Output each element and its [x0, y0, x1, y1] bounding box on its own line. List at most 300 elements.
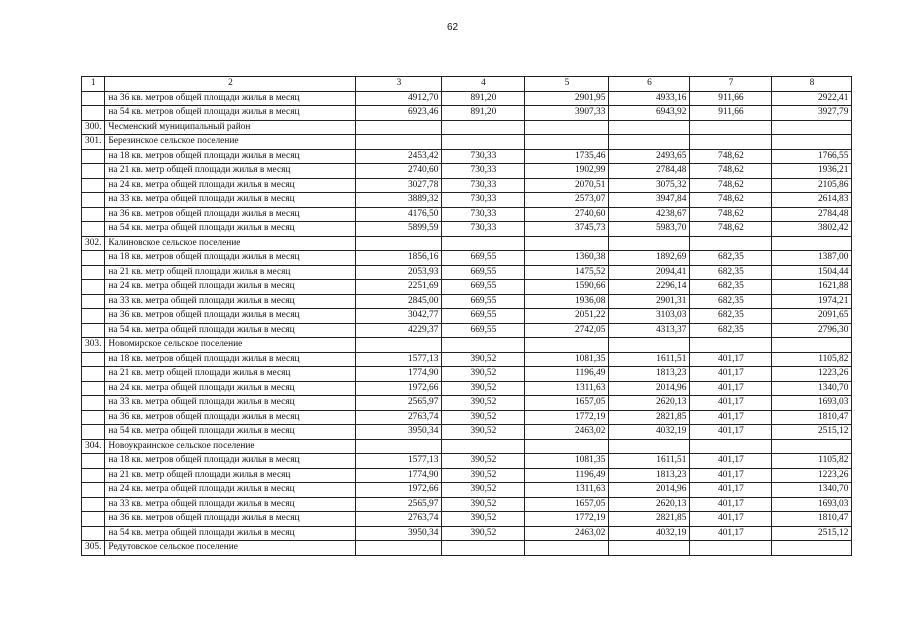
value-cell: 1657,05: [525, 497, 609, 512]
value-cell: 401,17: [690, 483, 772, 498]
row-index: [82, 367, 105, 382]
row-description: на 33 кв. метра общей площади жилья в месяц: [105, 497, 356, 512]
row-description: на 54 кв. метра общей площади жилья в месяц: [105, 222, 356, 237]
value-cell: 1735,46: [525, 149, 609, 164]
value-cell: 1196,49: [525, 367, 609, 382]
value-cell: 2922,41: [772, 91, 852, 106]
table-row: [82, 323, 852, 338]
value-cell: 1223,26: [772, 468, 852, 483]
value-cell: 1360,38: [525, 251, 609, 266]
value-cell: [442, 236, 525, 251]
row-index: [82, 294, 105, 309]
row-index: [82, 323, 105, 338]
column-number-header: 7: [690, 77, 772, 92]
row-description: на 18 кв. метров общей площади жилья в месяц: [105, 251, 356, 266]
value-cell: 1340,70: [772, 483, 852, 498]
value-cell: 2620,13: [609, 396, 690, 411]
row-index: [82, 265, 105, 280]
row-description: на 36 кв. метров общей площади жилья в месяц: [105, 207, 356, 222]
section-row: [82, 135, 852, 150]
value-cell: 3042,77: [356, 309, 442, 324]
value-cell: 1611,51: [609, 454, 690, 469]
value-cell: 3907,33: [525, 106, 609, 121]
value-cell: 1813,23: [609, 367, 690, 382]
column-number-header: 1: [82, 77, 105, 92]
value-cell: 730,33: [442, 222, 525, 237]
value-cell: 730,33: [442, 178, 525, 193]
value-cell: 2821,85: [609, 410, 690, 425]
value-cell: 1772,19: [525, 410, 609, 425]
value-cell: [609, 338, 690, 353]
value-cell: 390,52: [442, 425, 525, 440]
row-index: [82, 483, 105, 498]
value-cell: 730,33: [442, 193, 525, 208]
value-cell: 390,52: [442, 352, 525, 367]
value-cell: 2740,60: [525, 207, 609, 222]
table-row: [82, 512, 852, 527]
row-index: [82, 468, 105, 483]
value-cell: 2105,86: [772, 178, 852, 193]
value-cell: 3947,84: [609, 193, 690, 208]
row-index: [82, 512, 105, 527]
column-number-header: 6: [609, 77, 690, 92]
value-cell: [609, 541, 690, 556]
value-cell: 1081,35: [525, 454, 609, 469]
value-cell: 2251,69: [356, 280, 442, 295]
value-cell: 682,35: [690, 309, 772, 324]
value-cell: 390,52: [442, 497, 525, 512]
table-row: [82, 526, 852, 541]
value-cell: 682,35: [690, 265, 772, 280]
row-description: на 36 кв. метров общей площади жилья в месяц: [105, 512, 356, 527]
value-cell: 1311,63: [525, 381, 609, 396]
value-cell: 5899,59: [356, 222, 442, 237]
value-cell: 3027,78: [356, 178, 442, 193]
value-cell: 4313,37: [609, 323, 690, 338]
value-cell: 390,52: [442, 381, 525, 396]
row-index: [82, 91, 105, 106]
value-cell: [772, 541, 852, 556]
row-description: на 18 кв. метров общей площади жилья в месяц: [105, 454, 356, 469]
value-cell: 1196,49: [525, 468, 609, 483]
value-cell: 748,62: [690, 207, 772, 222]
value-cell: 891,20: [442, 106, 525, 121]
value-cell: 2014,96: [609, 381, 690, 396]
value-cell: 669,55: [442, 309, 525, 324]
column-number-header: 4: [442, 77, 525, 92]
value-cell: 748,62: [690, 178, 772, 193]
value-cell: 4912,70: [356, 91, 442, 106]
value-cell: 390,52: [442, 454, 525, 469]
value-cell: 401,17: [690, 352, 772, 367]
value-cell: [525, 541, 609, 556]
value-cell: [690, 236, 772, 251]
value-cell: 2565,97: [356, 497, 442, 512]
value-cell: 2845,00: [356, 294, 442, 309]
value-cell: 748,62: [690, 222, 772, 237]
value-cell: 669,55: [442, 251, 525, 266]
row-index: [82, 410, 105, 425]
value-cell: 2763,74: [356, 410, 442, 425]
value-cell: 401,17: [690, 425, 772, 440]
value-cell: 748,62: [690, 149, 772, 164]
value-cell: [690, 135, 772, 150]
section-row: [82, 439, 852, 454]
row-index: [82, 352, 105, 367]
row-index: 305.: [82, 541, 105, 556]
row-index: [82, 454, 105, 469]
value-cell: 682,35: [690, 251, 772, 266]
row-description: на 54 кв. метра общей площади жилья в месяц: [105, 526, 356, 541]
value-cell: [525, 338, 609, 353]
value-cell: 2784,48: [772, 207, 852, 222]
row-index: 303.: [82, 338, 105, 353]
column-number-header: 3: [356, 77, 442, 92]
table-row: [82, 222, 852, 237]
row-index: 300.: [82, 120, 105, 135]
value-cell: 2094,41: [609, 265, 690, 280]
value-cell: 2573,07: [525, 193, 609, 208]
column-number-header: 5: [525, 77, 609, 92]
value-cell: 2821,85: [609, 512, 690, 527]
value-cell: 3745,73: [525, 222, 609, 237]
row-description: на 24 кв. метра общей площади жилья в месяц: [105, 280, 356, 295]
value-cell: 390,52: [442, 396, 525, 411]
value-cell: 1856,16: [356, 251, 442, 266]
table-row: [82, 294, 852, 309]
page-number: 62: [446, 22, 459, 33]
value-cell: [609, 135, 690, 150]
value-cell: [609, 439, 690, 454]
value-cell: [525, 236, 609, 251]
value-cell: 2463,02: [525, 425, 609, 440]
value-cell: 1340,70: [772, 381, 852, 396]
row-index: 304.: [82, 439, 105, 454]
value-cell: 6923,46: [356, 106, 442, 121]
value-cell: 669,55: [442, 323, 525, 338]
value-cell: 2901,95: [525, 91, 609, 106]
value-cell: 1972,66: [356, 381, 442, 396]
value-cell: 1081,35: [525, 352, 609, 367]
table-row: [82, 149, 852, 164]
value-cell: 6943,92: [609, 106, 690, 121]
value-cell: 891,20: [442, 91, 525, 106]
value-cell: 2763,74: [356, 512, 442, 527]
row-description: Березинское сельское поселение: [105, 135, 356, 150]
value-cell: [772, 338, 852, 353]
value-cell: 1936,08: [525, 294, 609, 309]
row-description: на 21 кв. метр общей площади жилья в месяц: [105, 468, 356, 483]
value-cell: 5983,70: [609, 222, 690, 237]
value-cell: 2515,12: [772, 425, 852, 440]
value-cell: 4933,16: [609, 91, 690, 106]
row-index: 301.: [82, 135, 105, 150]
table-row: [82, 207, 852, 222]
value-cell: 1766,55: [772, 149, 852, 164]
value-cell: 2620,13: [609, 497, 690, 512]
value-cell: 730,33: [442, 164, 525, 179]
row-description: Редутовское сельское поселение: [105, 541, 356, 556]
value-cell: 4229,37: [356, 323, 442, 338]
value-cell: 2565,97: [356, 396, 442, 411]
value-cell: [442, 120, 525, 135]
table-row: [82, 106, 852, 121]
value-cell: 2453,42: [356, 149, 442, 164]
value-cell: 1813,23: [609, 468, 690, 483]
row-description: на 36 кв. метров общей площади жилья в месяц: [105, 410, 356, 425]
value-cell: 2493,65: [609, 149, 690, 164]
value-cell: 3075,32: [609, 178, 690, 193]
row-index: [82, 222, 105, 237]
value-cell: 1772,19: [525, 512, 609, 527]
value-cell: 3103,03: [609, 309, 690, 324]
value-cell: [442, 135, 525, 150]
value-cell: [356, 120, 442, 135]
value-cell: 401,17: [690, 468, 772, 483]
value-cell: 401,17: [690, 381, 772, 396]
value-cell: 1105,82: [772, 454, 852, 469]
value-cell: 911,66: [690, 106, 772, 121]
table-row: [82, 280, 852, 295]
value-cell: 1936,21: [772, 164, 852, 179]
value-cell: 2901,31: [609, 294, 690, 309]
value-cell: [772, 135, 852, 150]
value-cell: [525, 120, 609, 135]
row-description: на 18 кв. метров общей площади жилья в месяц: [105, 149, 356, 164]
table-row: [82, 367, 852, 382]
value-cell: 1657,05: [525, 396, 609, 411]
table-row: [82, 178, 852, 193]
value-cell: 401,17: [690, 367, 772, 382]
value-cell: 390,52: [442, 483, 525, 498]
value-cell: 4176,50: [356, 207, 442, 222]
value-cell: 401,17: [690, 396, 772, 411]
table-row: [82, 410, 852, 425]
row-index: 302.: [82, 236, 105, 251]
value-cell: 1693,03: [772, 396, 852, 411]
row-description: на 24 кв. метра общей площади жилья в месяц: [105, 483, 356, 498]
row-description: Калиновское сельское поселение: [105, 236, 356, 251]
value-cell: [442, 338, 525, 353]
value-cell: [356, 236, 442, 251]
value-cell: 401,17: [690, 410, 772, 425]
value-cell: 682,35: [690, 294, 772, 309]
value-cell: 3802,42: [772, 222, 852, 237]
value-cell: 748,62: [690, 193, 772, 208]
value-cell: 2740,60: [356, 164, 442, 179]
row-description: на 21 кв. метр общей площади жилья в месяц: [105, 265, 356, 280]
value-cell: 730,33: [442, 149, 525, 164]
row-index: [82, 497, 105, 512]
row-index: [82, 381, 105, 396]
value-cell: 4032,19: [609, 526, 690, 541]
value-cell: 390,52: [442, 468, 525, 483]
value-cell: 1972,66: [356, 483, 442, 498]
table-row: [82, 91, 852, 106]
row-description: на 54 кв. метра общей площади жилья в месяц: [105, 425, 356, 440]
value-cell: 911,66: [690, 91, 772, 106]
table-header-row: [82, 77, 852, 92]
value-cell: 2796,30: [772, 323, 852, 338]
value-cell: [525, 135, 609, 150]
column-number-header: 2: [105, 77, 356, 92]
row-description: на 54 кв. метров общей площади жилья в месяц: [105, 106, 356, 121]
table-row: [82, 396, 852, 411]
value-cell: 1974,21: [772, 294, 852, 309]
value-cell: 1504,44: [772, 265, 852, 280]
value-cell: 3950,34: [356, 425, 442, 440]
value-cell: 2014,96: [609, 483, 690, 498]
value-cell: [772, 120, 852, 135]
value-cell: 390,52: [442, 367, 525, 382]
value-cell: [356, 135, 442, 150]
value-cell: 1311,63: [525, 483, 609, 498]
row-description: на 24 кв. метра общей площади жилья в месяц: [105, 178, 356, 193]
table-row: [82, 381, 852, 396]
row-description: на 36 кв. метров общей площади жилья в месяц: [105, 309, 356, 324]
value-cell: 3927,79: [772, 106, 852, 121]
value-cell: [690, 541, 772, 556]
row-description: на 33 кв. метра общей площади жилья в месяц: [105, 193, 356, 208]
value-cell: 1611,51: [609, 352, 690, 367]
value-cell: [609, 236, 690, 251]
table-row: [82, 251, 852, 266]
value-cell: 1577,13: [356, 352, 442, 367]
value-cell: [525, 439, 609, 454]
table-row: [82, 425, 852, 440]
value-cell: 682,35: [690, 323, 772, 338]
value-cell: 401,17: [690, 497, 772, 512]
value-cell: 669,55: [442, 294, 525, 309]
row-index: [82, 526, 105, 541]
value-cell: 2614,83: [772, 193, 852, 208]
section-row: [82, 120, 852, 135]
value-cell: 1223,26: [772, 367, 852, 382]
value-cell: [442, 541, 525, 556]
table-row: [82, 164, 852, 179]
value-cell: 669,55: [442, 265, 525, 280]
value-cell: 390,52: [442, 512, 525, 527]
tariff-table: [81, 76, 852, 556]
value-cell: 1621,88: [772, 280, 852, 295]
value-cell: [772, 439, 852, 454]
row-description: на 21 кв. метр общей площади жилья в месяц: [105, 164, 356, 179]
value-cell: 669,55: [442, 280, 525, 295]
value-cell: 1774,90: [356, 367, 442, 382]
value-cell: 390,52: [442, 410, 525, 425]
value-cell: 2053,93: [356, 265, 442, 280]
value-cell: 2051,22: [525, 309, 609, 324]
value-cell: 2463,02: [525, 526, 609, 541]
value-cell: 1810,47: [772, 512, 852, 527]
value-cell: [690, 120, 772, 135]
value-cell: 3950,34: [356, 526, 442, 541]
value-cell: 4032,19: [609, 425, 690, 440]
column-number-header: 8: [772, 77, 852, 92]
value-cell: 2515,12: [772, 526, 852, 541]
table-row: [82, 309, 852, 324]
table-row: [82, 497, 852, 512]
value-cell: 390,52: [442, 526, 525, 541]
value-cell: 1590,66: [525, 280, 609, 295]
value-cell: 1693,03: [772, 497, 852, 512]
section-row: [82, 236, 852, 251]
value-cell: 2070,51: [525, 178, 609, 193]
value-cell: 1902,99: [525, 164, 609, 179]
value-cell: 401,17: [690, 512, 772, 527]
value-cell: [356, 439, 442, 454]
table-row: [82, 468, 852, 483]
row-index: [82, 396, 105, 411]
row-description: на 54 кв. метра общей площади жилья в месяц: [105, 323, 356, 338]
row-description: на 21 кв. метр общей площади жилья в месяц: [105, 367, 356, 382]
row-description: на 24 кв. метра общей площади жилья в месяц: [105, 381, 356, 396]
row-description: Новоукраинское сельское поселение: [105, 439, 356, 454]
row-index: [82, 309, 105, 324]
row-description: Чесменский муниципальный район: [105, 120, 356, 135]
row-description: на 18 кв. метров общей площади жилья в месяц: [105, 352, 356, 367]
row-description: на 36 кв. метров общей площади жилья в месяц: [105, 91, 356, 106]
row-description: на 33 кв. метра общей площади жилья в месяц: [105, 294, 356, 309]
table-row: [82, 193, 852, 208]
value-cell: 730,33: [442, 207, 525, 222]
section-row: [82, 541, 852, 556]
value-cell: 748,62: [690, 164, 772, 179]
row-index: [82, 149, 105, 164]
value-cell: 1774,90: [356, 468, 442, 483]
value-cell: 1810,47: [772, 410, 852, 425]
value-cell: 1577,13: [356, 454, 442, 469]
value-cell: 1105,82: [772, 352, 852, 367]
row-index: [82, 193, 105, 208]
value-cell: 4238,67: [609, 207, 690, 222]
table-row: [82, 352, 852, 367]
table-body: [82, 77, 852, 556]
value-cell: [442, 439, 525, 454]
table-row: [82, 483, 852, 498]
row-description: Новомирское сельское поселение: [105, 338, 356, 353]
row-index: [82, 178, 105, 193]
value-cell: 2784,48: [609, 164, 690, 179]
section-row: [82, 338, 852, 353]
row-index: [82, 425, 105, 440]
value-cell: 2091,65: [772, 309, 852, 324]
value-cell: 2296,14: [609, 280, 690, 295]
value-cell: 682,35: [690, 280, 772, 295]
value-cell: 1892,69: [609, 251, 690, 266]
row-index: [82, 164, 105, 179]
row-index: [82, 106, 105, 121]
value-cell: [609, 120, 690, 135]
value-cell: 401,17: [690, 526, 772, 541]
table-row: [82, 265, 852, 280]
value-cell: 1387,00: [772, 251, 852, 266]
value-cell: 3889,32: [356, 193, 442, 208]
value-cell: [690, 439, 772, 454]
value-cell: [690, 338, 772, 353]
row-index: [82, 251, 105, 266]
row-index: [82, 207, 105, 222]
value-cell: [356, 541, 442, 556]
value-cell: [772, 236, 852, 251]
value-cell: 2742,05: [525, 323, 609, 338]
row-index: [82, 280, 105, 295]
value-cell: 401,17: [690, 454, 772, 469]
row-description: на 33 кв. метра общей площади жилья в месяц: [105, 396, 356, 411]
value-cell: [356, 338, 442, 353]
table-row: [82, 454, 852, 469]
value-cell: 1475,52: [525, 265, 609, 280]
